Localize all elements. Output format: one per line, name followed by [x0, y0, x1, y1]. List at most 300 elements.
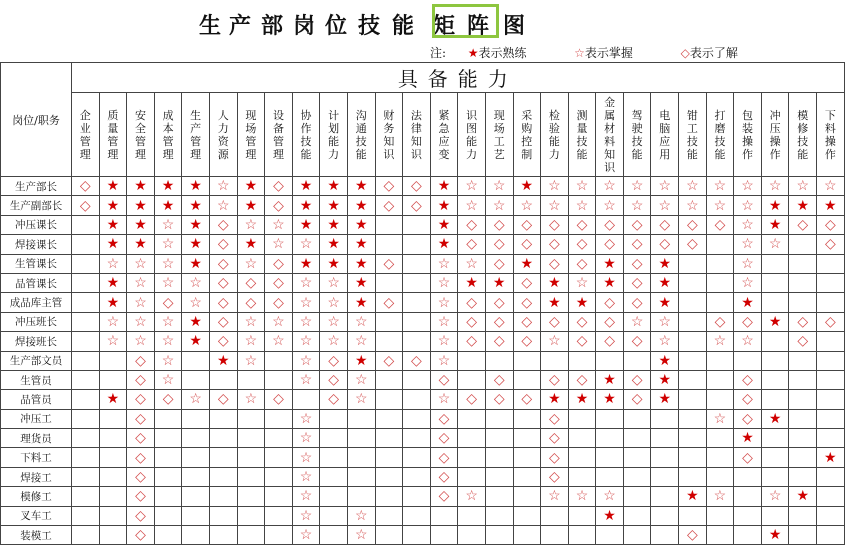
skill-header-char: 能	[714, 147, 726, 161]
table-row	[1, 448, 845, 467]
outline-star-icon: ☆	[292, 526, 320, 545]
skill-header-char: 理	[190, 147, 202, 161]
skill-header	[623, 93, 651, 177]
empty-cell	[182, 409, 210, 428]
outline-star-icon: ☆	[706, 332, 734, 351]
diamond-icon: ◇	[651, 235, 679, 254]
skill-header-char: 识	[604, 160, 616, 174]
skill-header-char: 能	[631, 147, 643, 161]
solid-star-icon: ★	[596, 254, 624, 273]
empty-cell	[706, 235, 734, 254]
outline-star-icon: ☆	[209, 196, 237, 215]
skill-header-char: 管	[134, 134, 146, 148]
diamond-icon: ◇	[265, 254, 293, 273]
skill-header	[568, 93, 596, 177]
diamond-icon: ◇	[596, 215, 624, 234]
empty-cell	[485, 506, 513, 525]
diamond-icon: ◇	[541, 448, 569, 467]
legend-prefix: 注:	[430, 46, 447, 60]
empty-cell	[568, 526, 596, 545]
diamond-icon: ◇	[375, 351, 403, 370]
empty-cell	[265, 370, 293, 389]
empty-cell	[817, 351, 845, 370]
position-label: 模修工	[1, 487, 72, 506]
position-label: 装模工	[1, 526, 72, 545]
empty-cell	[375, 409, 403, 428]
solid-star-icon: ★	[347, 196, 375, 215]
diamond-icon: ◇	[734, 390, 762, 409]
empty-cell	[734, 351, 762, 370]
title-char: 能	[391, 14, 414, 39]
empty-cell	[320, 429, 348, 448]
empty-cell	[651, 526, 679, 545]
outline-star-icon: ☆	[237, 312, 265, 331]
solid-star-icon: ★	[99, 273, 127, 292]
empty-cell	[706, 448, 734, 467]
empty-cell	[541, 506, 569, 525]
outline-star-icon: ☆	[237, 390, 265, 409]
outline-star-icon: ☆	[485, 177, 513, 196]
outline-star-icon: ☆	[265, 312, 293, 331]
skill-header-char: 紧	[438, 108, 450, 122]
diamond-icon: ◇	[623, 390, 651, 409]
outline-star-icon: ☆	[734, 254, 762, 273]
table-row	[1, 177, 845, 196]
empty-cell	[596, 467, 624, 486]
outline-star-icon: ☆	[568, 273, 596, 292]
skill-header-char: 成	[162, 108, 174, 122]
solid-star-icon: ★	[347, 177, 375, 196]
empty-cell	[72, 409, 100, 428]
empty-cell	[375, 235, 403, 254]
skill-header-char: 全	[134, 121, 146, 135]
outline-star-icon: ☆	[237, 254, 265, 273]
empty-cell	[265, 526, 293, 545]
diamond-icon: ◇	[568, 254, 596, 273]
diamond-icon: ◇	[623, 370, 651, 389]
diamond-icon: ◇	[458, 235, 486, 254]
empty-cell	[623, 487, 651, 506]
diamond-icon: ◇	[513, 312, 541, 331]
table-row	[1, 526, 845, 545]
diamond-icon: ◇	[568, 332, 596, 351]
empty-cell	[817, 273, 845, 292]
outline-star-icon: ☆	[154, 332, 182, 351]
diamond-icon: ◇	[541, 215, 569, 234]
skill-header-char: 应	[438, 134, 450, 148]
skill-header-char: 知	[383, 134, 395, 148]
empty-cell	[99, 506, 127, 525]
empty-cell	[761, 370, 789, 389]
skill-header-char: 钳	[686, 108, 698, 122]
empty-cell	[568, 467, 596, 486]
solid-star-icon: ★	[127, 235, 155, 254]
outline-star-icon: ☆	[623, 196, 651, 215]
position-label: 下料工	[1, 448, 72, 467]
skill-header-char: 检	[548, 108, 560, 122]
empty-cell	[706, 467, 734, 486]
outline-star-icon: ☆	[817, 177, 845, 196]
skill-header-char: 急	[438, 121, 450, 135]
skill-header-char: 理	[79, 147, 91, 161]
skill-header-char: 能	[797, 147, 809, 161]
empty-cell	[458, 448, 486, 467]
skill-header-char: 技	[797, 134, 809, 148]
empty-cell	[789, 370, 817, 389]
empty-cell	[375, 370, 403, 389]
diamond-icon: ◇	[127, 370, 155, 389]
empty-cell	[403, 429, 431, 448]
empty-cell	[513, 448, 541, 467]
empty-cell	[154, 429, 182, 448]
skill-header	[430, 93, 458, 177]
solid-star-icon: ★	[458, 273, 486, 292]
empty-cell	[789, 448, 817, 467]
diamond-icon: ◇	[513, 293, 541, 312]
outline-star-icon: ☆	[237, 215, 265, 234]
outline-star-icon: ☆	[292, 235, 320, 254]
empty-cell	[72, 429, 100, 448]
table-row	[1, 332, 845, 351]
table-row	[1, 467, 845, 486]
skill-header-char: 力	[466, 147, 478, 161]
empty-cell	[679, 332, 707, 351]
diamond-icon: ◇	[623, 254, 651, 273]
empty-cell	[817, 254, 845, 273]
empty-cell	[596, 429, 624, 448]
outline-star-icon: ☆	[182, 293, 210, 312]
skill-header-char: 控	[521, 134, 533, 148]
empty-cell	[458, 409, 486, 428]
skill-header-char: 技	[631, 134, 643, 148]
diamond-icon: ◇	[403, 177, 431, 196]
diamond-icon: ◇	[375, 293, 403, 312]
diamond-icon: ◇	[623, 215, 651, 234]
empty-cell	[209, 467, 237, 486]
outline-star-icon: ☆	[292, 293, 320, 312]
skill-header-char: 作	[300, 121, 312, 135]
solid-star-icon: ★	[430, 235, 458, 254]
empty-cell	[789, 526, 817, 545]
empty-cell	[72, 448, 100, 467]
diamond-icon: ◇	[237, 293, 265, 312]
outline-star-icon: ☆	[265, 215, 293, 234]
empty-cell	[375, 390, 403, 409]
solid-star-icon: ★	[182, 254, 210, 273]
solid-star-icon: ★	[127, 196, 155, 215]
solid-star-icon: ★	[154, 196, 182, 215]
skill-header-char: 识	[383, 147, 395, 161]
outline-star-icon: ☆	[679, 177, 707, 196]
position-label: 品管员	[1, 390, 72, 409]
title-char: 生	[198, 14, 221, 39]
solid-star-icon: ★	[292, 215, 320, 234]
outline-star-icon: ☆	[430, 254, 458, 273]
empty-cell	[403, 487, 431, 506]
diamond-icon: ◇	[265, 177, 293, 196]
outline-star-icon: ☆	[458, 487, 486, 506]
skill-header-char: 下	[824, 108, 836, 122]
skill-header	[541, 93, 569, 177]
empty-cell	[761, 273, 789, 292]
empty-cell	[72, 390, 100, 409]
empty-cell	[679, 273, 707, 292]
empty-cell	[99, 526, 127, 545]
skill-header-char: 资	[217, 134, 229, 148]
skill-header	[127, 93, 155, 177]
outline-star-icon: ☆	[568, 196, 596, 215]
diamond-icon: ◇	[320, 390, 348, 409]
outline-star-icon: ☆	[347, 312, 375, 331]
empty-cell	[403, 526, 431, 545]
skill-header-char: 计	[328, 108, 340, 122]
skill-header-char: 企	[79, 108, 91, 122]
skill-header-char: 场	[493, 121, 505, 135]
solid-star-icon: ★	[320, 215, 348, 234]
outline-star-icon: ☆	[430, 332, 458, 351]
outline-star-icon: ☆	[347, 506, 375, 525]
diamond-icon: ◇	[485, 312, 513, 331]
empty-cell	[403, 332, 431, 351]
diamond-icon: ◇	[541, 467, 569, 486]
diamond-icon: ◇	[651, 215, 679, 234]
solid-star-icon: ★	[789, 196, 817, 215]
skill-header-char: 修	[797, 121, 809, 135]
skill-header-char: 质	[107, 108, 119, 122]
skill-header	[458, 93, 486, 177]
diamond-icon: ◇	[679, 215, 707, 234]
outline-star-icon: ☆	[154, 273, 182, 292]
empty-cell	[623, 467, 651, 486]
skill-header	[320, 93, 348, 177]
skill-header-char: 划	[328, 121, 340, 135]
skill-header-char: 识	[410, 147, 422, 161]
outline-star-icon: ☆	[541, 332, 569, 351]
outline-star-icon: ☆	[347, 370, 375, 389]
empty-cell	[154, 487, 182, 506]
skill-header-char: 驾	[631, 108, 643, 122]
outline-star-icon: ☆	[734, 273, 762, 292]
outline-star-icon: ☆	[292, 312, 320, 331]
solid-star-icon: ★	[651, 293, 679, 312]
solid-star-icon: ★	[596, 370, 624, 389]
outline-star-icon: ☆	[458, 254, 486, 273]
skill-header-char: 识	[466, 108, 478, 122]
row-header-label: 岗位/职务	[1, 63, 72, 177]
outline-star-icon: ☆	[127, 254, 155, 273]
position-label: 生产部长	[1, 177, 72, 196]
outline-star-icon: ☆	[320, 293, 348, 312]
skill-header-char: 验	[548, 121, 560, 135]
outline-star-icon: ☆	[237, 332, 265, 351]
outline-star-icon: ☆	[127, 273, 155, 292]
diamond-icon: ◇	[430, 429, 458, 448]
empty-cell	[789, 506, 817, 525]
outline-star-icon: ☆	[99, 254, 127, 273]
skill-header-char: 打	[714, 108, 726, 122]
diamond-icon: ◇	[320, 351, 348, 370]
solid-star-icon: ★	[292, 177, 320, 196]
solid-star-icon: ★	[568, 293, 596, 312]
empty-cell	[72, 215, 100, 234]
diamond-icon: ◇	[485, 215, 513, 234]
diamond-icon: ◇	[817, 215, 845, 234]
empty-cell	[403, 409, 431, 428]
skill-header	[485, 93, 513, 177]
empty-cell	[761, 506, 789, 525]
solid-star-icon: ★	[596, 506, 624, 525]
solid-star-icon: ★	[761, 312, 789, 331]
empty-cell	[761, 254, 789, 273]
skill-header-char: 能	[548, 134, 560, 148]
outline-star-icon: ☆	[430, 273, 458, 292]
empty-cell	[679, 351, 707, 370]
table-row	[1, 370, 845, 389]
skill-header-char: 技	[686, 134, 698, 148]
outline-star-icon: ☆	[734, 215, 762, 234]
empty-cell	[679, 506, 707, 525]
outline-star-icon: ☆	[568, 177, 596, 196]
skill-header	[734, 93, 762, 177]
skill-header-char: 量	[576, 121, 588, 135]
outline-star-icon: ☆	[154, 312, 182, 331]
skill-header-char: 模	[797, 108, 809, 122]
skill-header	[237, 93, 265, 177]
solid-star-icon: ★	[320, 235, 348, 254]
empty-cell	[375, 448, 403, 467]
diamond-icon: ◇	[403, 196, 431, 215]
empty-cell	[458, 370, 486, 389]
skill-header	[596, 93, 624, 177]
diamond-icon: ◇	[623, 293, 651, 312]
diamond-icon: ◇	[541, 254, 569, 273]
skill-header-char: 装	[742, 121, 754, 135]
table-row	[1, 254, 845, 273]
skill-header	[761, 93, 789, 177]
solid-star-icon: ★	[513, 254, 541, 273]
skill-header-char: 务	[383, 121, 395, 135]
empty-cell	[182, 487, 210, 506]
empty-cell	[817, 332, 845, 351]
skill-header-char: 用	[659, 147, 671, 161]
legend	[430, 44, 738, 61]
empty-cell	[209, 429, 237, 448]
outline-star-icon: ☆	[623, 312, 651, 331]
skill-header-char: 能	[686, 147, 698, 161]
diamond-icon: ◇	[541, 370, 569, 389]
empty-cell	[403, 506, 431, 525]
empty-cell	[789, 467, 817, 486]
diamond-icon: ◇	[623, 235, 651, 254]
empty-cell	[182, 429, 210, 448]
empty-cell	[761, 332, 789, 351]
empty-cell	[237, 487, 265, 506]
table-row	[1, 487, 845, 506]
solid-star-icon: ★	[761, 215, 789, 234]
empty-cell	[706, 429, 734, 448]
skill-header-char: 磨	[714, 121, 726, 135]
outline-star-icon: ☆	[458, 177, 486, 196]
skill-header-char: 人	[217, 108, 229, 122]
outline-star-icon: ☆	[430, 293, 458, 312]
empty-cell	[706, 293, 734, 312]
legend-outline-star-icon: ☆	[574, 46, 585, 60]
empty-cell	[789, 293, 817, 312]
solid-star-icon: ★	[596, 273, 624, 292]
empty-cell	[734, 487, 762, 506]
solid-star-icon: ★	[347, 273, 375, 292]
empty-cell	[99, 467, 127, 486]
empty-cell	[375, 526, 403, 545]
empty-cell	[706, 370, 734, 389]
diamond-icon: ◇	[485, 370, 513, 389]
empty-cell	[485, 429, 513, 448]
empty-cell	[458, 429, 486, 448]
empty-cell	[375, 467, 403, 486]
skill-header-char: 变	[438, 147, 450, 161]
skill-header-char: 法	[410, 108, 422, 122]
skill-header-char: 压	[769, 121, 781, 135]
empty-cell	[485, 448, 513, 467]
skill-header-char: 知	[410, 134, 422, 148]
outline-star-icon: ☆	[347, 390, 375, 409]
outline-star-icon: ☆	[541, 487, 569, 506]
empty-cell	[817, 409, 845, 428]
skill-header-char: 包	[742, 108, 754, 122]
solid-star-icon: ★	[651, 390, 679, 409]
table-row	[1, 215, 845, 234]
diamond-icon: ◇	[209, 235, 237, 254]
table-row	[1, 273, 845, 292]
skill-header	[265, 93, 293, 177]
empty-cell	[347, 409, 375, 428]
outline-star-icon: ☆	[292, 487, 320, 506]
empty-cell	[734, 467, 762, 486]
skill-header-char: 技	[300, 134, 312, 148]
skill-header-char: 能	[300, 147, 312, 161]
skill-header	[817, 93, 845, 177]
empty-cell	[403, 235, 431, 254]
skill-header-char: 理	[107, 147, 119, 161]
empty-cell	[485, 487, 513, 506]
solid-star-icon: ★	[761, 409, 789, 428]
table-row	[1, 293, 845, 312]
skill-header	[403, 93, 431, 177]
position-label: 冲压课长	[1, 215, 72, 234]
empty-cell	[513, 467, 541, 486]
empty-cell	[209, 487, 237, 506]
skill-header-char: 通	[355, 121, 367, 135]
solid-star-icon: ★	[237, 235, 265, 254]
title-char: 技	[357, 14, 380, 39]
skill-header-char: 金	[604, 95, 616, 109]
solid-star-icon: ★	[99, 196, 127, 215]
diamond-icon: ◇	[430, 409, 458, 428]
empty-cell	[403, 467, 431, 486]
solid-star-icon: ★	[347, 293, 375, 312]
skill-header-char: 协	[300, 108, 312, 122]
outline-star-icon: ☆	[292, 273, 320, 292]
skill-header-char: 备	[272, 121, 284, 135]
skill-header-char: 图	[466, 121, 478, 135]
skill-header	[706, 93, 734, 177]
table-row	[1, 390, 845, 409]
empty-cell	[761, 293, 789, 312]
diamond-icon: ◇	[734, 409, 762, 428]
diamond-icon: ◇	[458, 390, 486, 409]
skill-header-char: 场	[245, 121, 257, 135]
empty-cell	[347, 448, 375, 467]
